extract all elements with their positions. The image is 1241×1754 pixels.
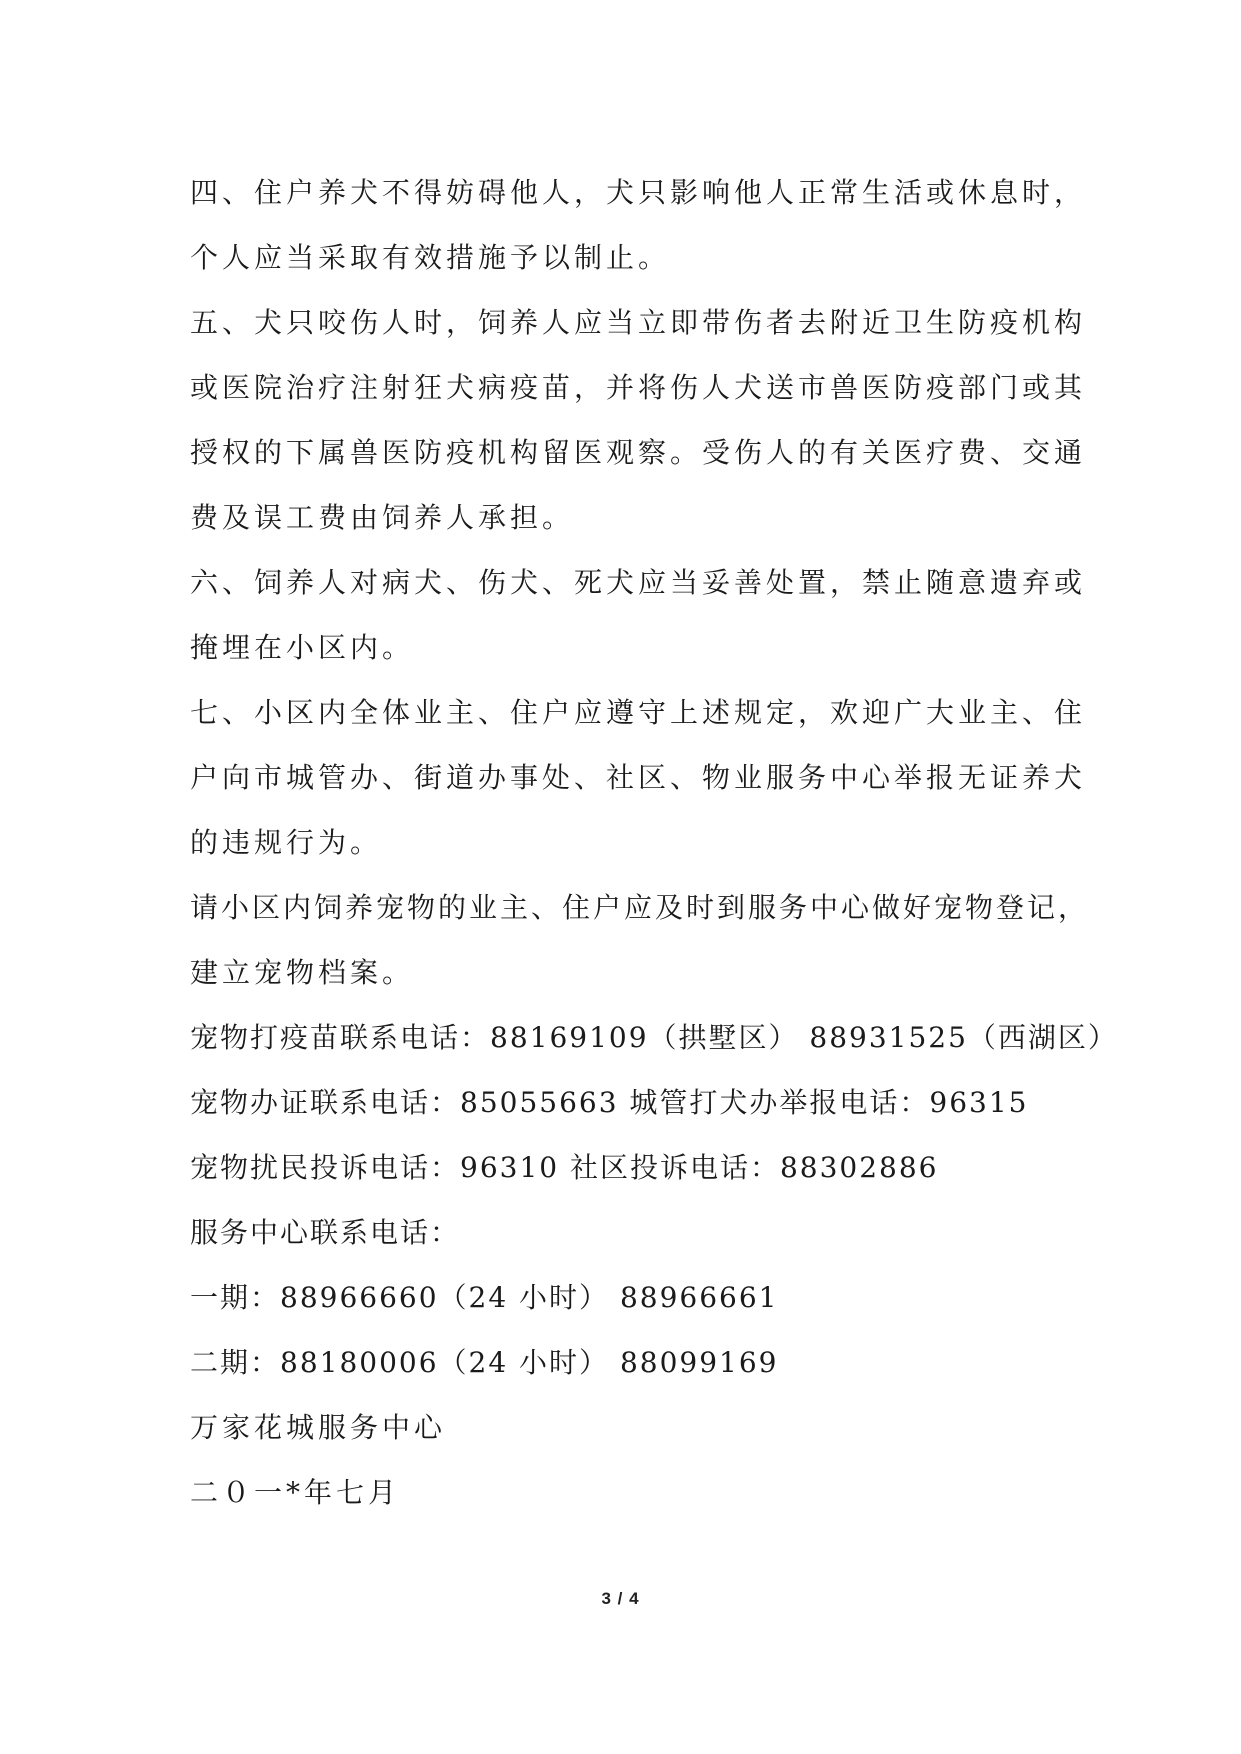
contact-line: 宠物扰民投诉电话：96310 社区投诉电话：88302886: [190, 1151, 939, 1184]
paragraph-line: 请小区内饲养宠物的业主、住户应及时到服务中心做好宠物登记，: [190, 891, 1090, 924]
paragraph-line: 七、小区内全体业主、住户应遵守上述规定，欢迎广大业主、住: [190, 696, 1087, 729]
paragraph-line: 或医院治疗注射狂犬病疫苗，并将伤人犬送市兽医防疫部门或其: [190, 371, 1087, 404]
contact-line: 宠物打疫苗联系电话：88169109（拱墅区） 88931525（西湖区）: [190, 1021, 1118, 1054]
paragraph-line: 户向市城管办、街道办事处、社区、物业服务中心举报无证养犬: [190, 761, 1087, 794]
date-line: 二０一*年七月: [190, 1476, 401, 1509]
paragraph-line: 的违规行为。: [190, 826, 383, 859]
contact-line: 二期：88180006（24 小时） 88099169: [190, 1346, 779, 1379]
paragraph-line: 掩埋在小区内。: [190, 631, 415, 664]
document-body: [190, 160, 1118, 1525]
paragraph-line: 个人应当采取有效措施予以制止。: [190, 241, 671, 274]
contact-line: 一期：88966660（24 小时） 88966661: [190, 1281, 779, 1314]
paragraph-line: 建立宠物档案。: [190, 956, 415, 989]
paragraph-line: 四、住户养犬不得妨碍他人，犬只影响他人正常生活或休息时，: [190, 176, 1087, 209]
page-number: 3 / 4: [601, 1589, 640, 1608]
contact-line: 服务中心联系电话：: [190, 1216, 461, 1249]
paragraph-line: 五、犬只咬伤人时，饲养人应当立即带伤者去附近卫生防疫机构: [190, 306, 1087, 339]
paragraph-line: 六、饲养人对病犬、伤犬、死犬应当妥善处置，禁止随意遗弃或: [190, 566, 1087, 599]
contact-line: 宠物办证联系电话：85055663 城管打犬办举报电话：96315: [190, 1086, 1029, 1119]
signature-line: 万家花城服务中心: [190, 1411, 447, 1444]
paragraph-line: 授权的下属兽医防疫机构留医观察。受伤人的有关医疗费、交通: [190, 436, 1087, 469]
paragraph-line: 费及误工费由饲养人承担。: [190, 501, 575, 534]
